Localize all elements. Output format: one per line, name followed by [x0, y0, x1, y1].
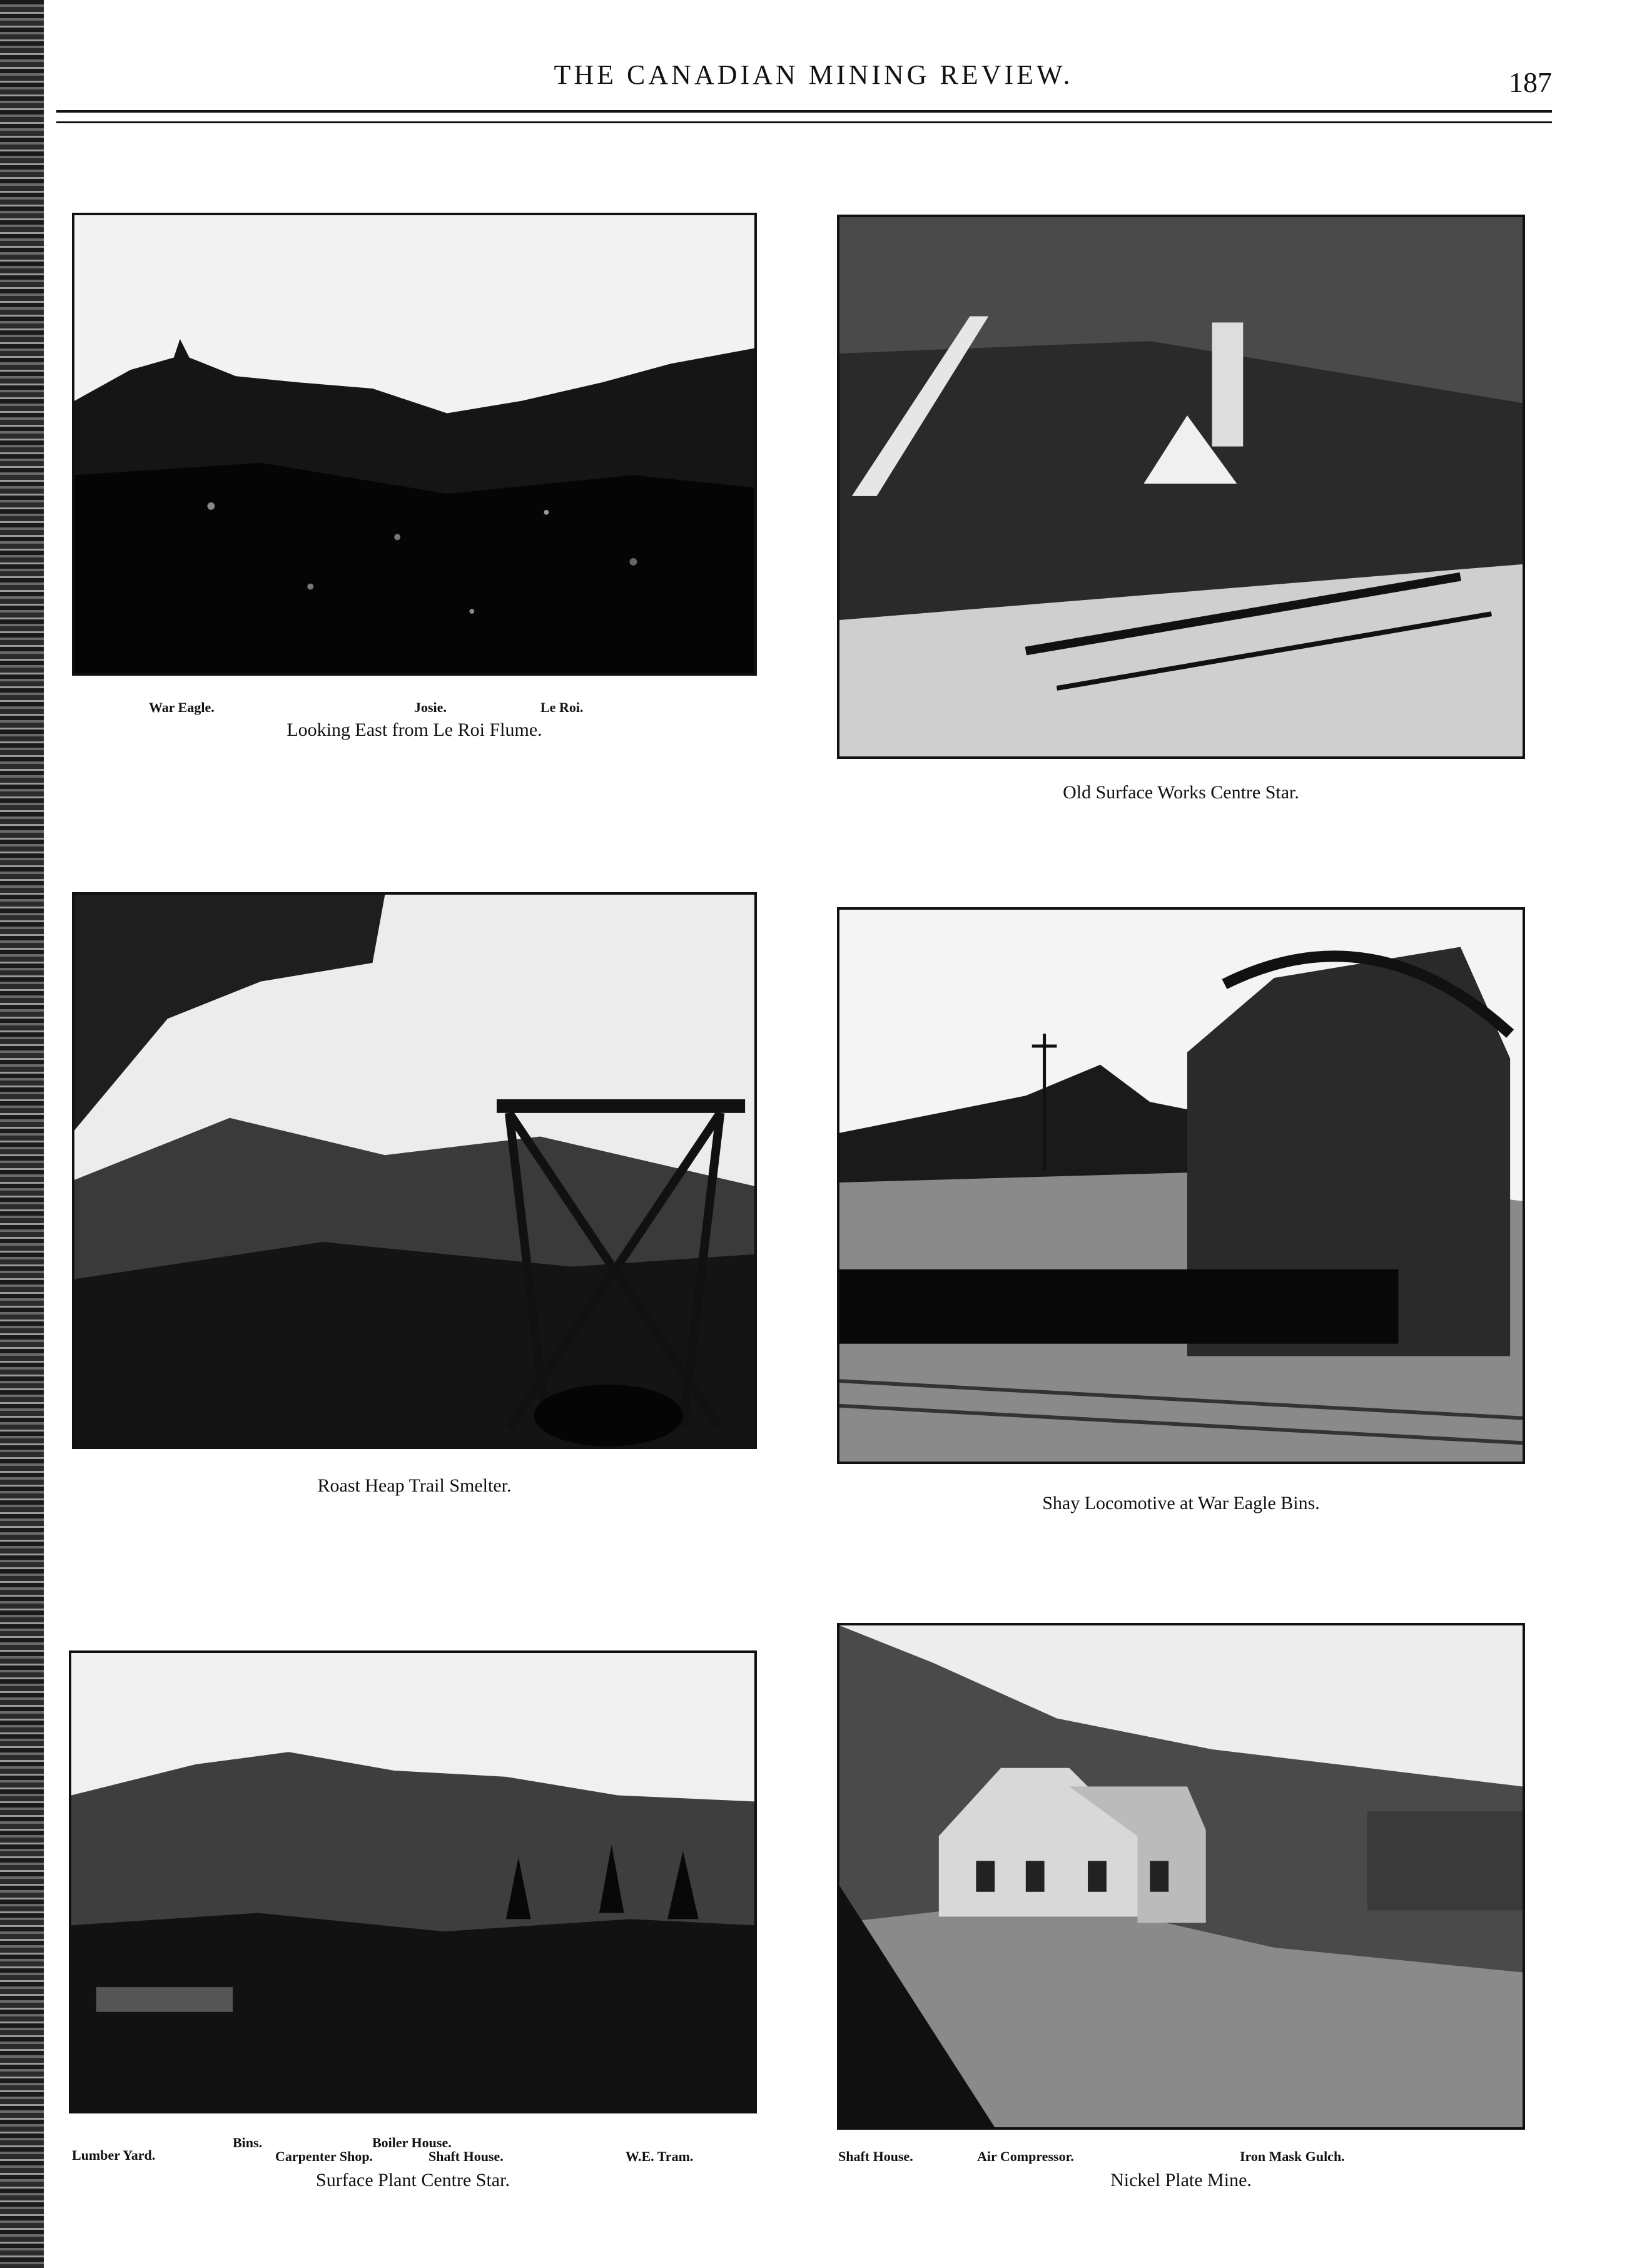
label-carpenter-shop: Carpenter Shop.: [275, 2148, 373, 2164]
photo-le-roi-flume-image: [74, 215, 754, 673]
label-shaft-house: Shaft House.: [428, 2148, 504, 2164]
photo-le-roi-flume: [72, 213, 757, 676]
photo-surface-plant: [69, 1650, 757, 2113]
caption-nickel-plate-mine: Nickel Plate Mine.: [1110, 2170, 1252, 2190]
label-bins: Bins.: [233, 2135, 263, 2150]
label-josie: Josie.: [414, 699, 447, 715]
photo-old-surface-works-image: [839, 217, 1523, 756]
page-number: 187: [1509, 66, 1552, 98]
page-header-title: THE CANADIAN MINING REVIEW.: [554, 59, 1073, 90]
photo-shay-locomotive: [837, 907, 1525, 1464]
photo-nickel-plate-mine-image: [839, 1625, 1523, 2127]
photo-roast-heap: [72, 892, 757, 1449]
caption-roast-heap: Roast Heap Trail Smelter.: [317, 1475, 512, 1496]
label-boiler-house: Boiler House.: [372, 2135, 452, 2150]
caption-le-roi-flume: Looking East from Le Roi Flume.: [286, 720, 542, 740]
label-nickel-shaft-house: Shaft House.: [838, 2148, 913, 2164]
caption-old-surface-works: Old Surface Works Centre Star.: [1063, 782, 1299, 803]
header-rule: [56, 110, 1552, 113]
photo-shay-locomotive-image: [839, 910, 1523, 1462]
photo-roast-heap-image: [74, 895, 754, 1447]
label-le-roi: Le Roi.: [540, 699, 584, 715]
label-lumber-yard: Lumber Yard.: [72, 2147, 156, 2163]
header-rule-secondary: [56, 121, 1552, 123]
label-iron-mask-gulch: Iron Mask Gulch.: [1240, 2148, 1345, 2164]
photo-surface-plant-image: [71, 1653, 754, 2111]
caption-surface-plant: Surface Plant Centre Star.: [316, 2170, 510, 2190]
label-we-tram: W.E. Tram.: [626, 2148, 694, 2164]
label-war-eagle: War Eagle.: [149, 699, 215, 715]
caption-shay-locomotive: Shay Locomotive at War Eagle Bins.: [1042, 1493, 1320, 1513]
photo-old-surface-works: [837, 215, 1525, 759]
photo-nickel-plate-mine: [837, 1623, 1525, 2130]
label-air-compressor: Air Compressor.: [977, 2148, 1074, 2164]
page-binding-edge: [0, 0, 44, 2268]
